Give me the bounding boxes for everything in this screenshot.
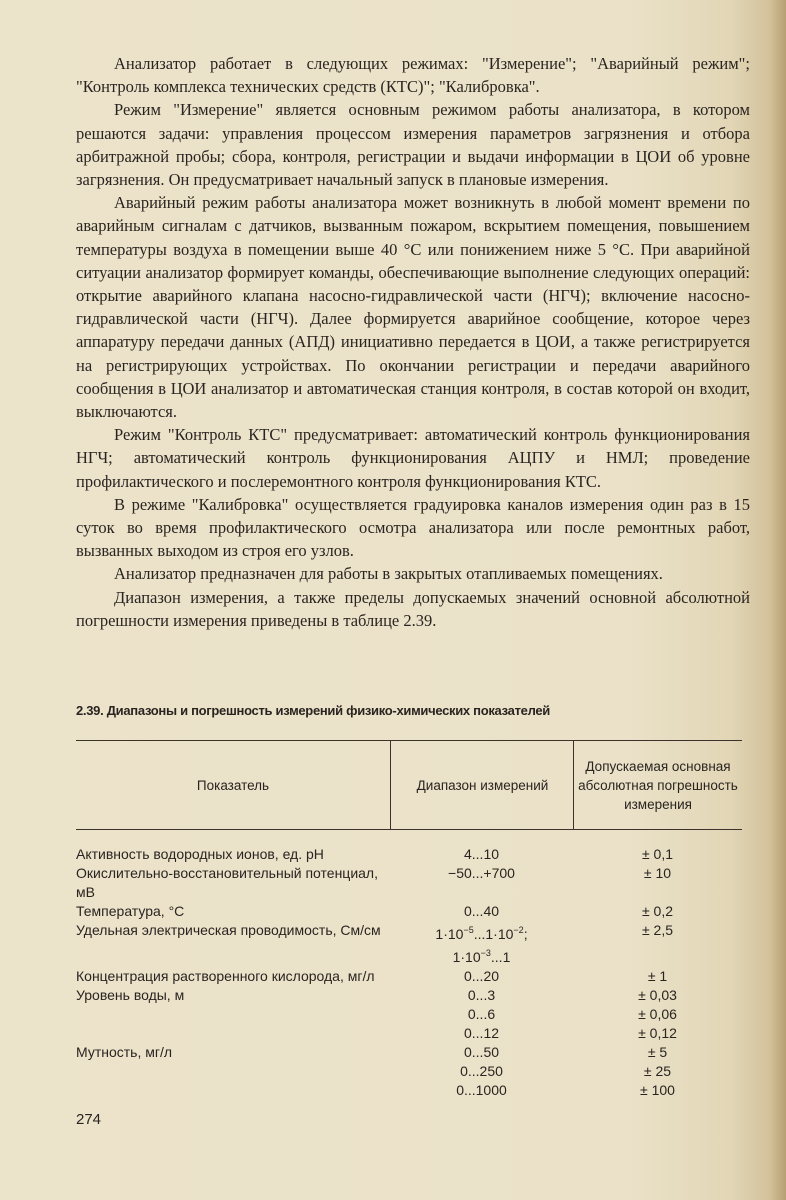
cell-range [390, 921, 573, 967]
table-caption: 2.39. Диапазоны и погрешность измерений физико-химических показателей [76, 703, 550, 718]
cell-indicator: Удельная электрическая проводимость, См/см [76, 922, 381, 938]
cell-error: ± 0,1 [641, 846, 674, 862]
range-line-1: $1\cdot 10^{-5}...1\cdot 10^{-2}$; [435, 925, 528, 942]
paragraph-calibration: В режиме "Калибровка" осуществляется градуировка каналов измерения один раз в 15 суток во время профилактического осмотра анализатора или после ремонтных работ, вызванных выходом из строя его узлов. [76, 494, 750, 561]
cell-range: −50...+700 [448, 865, 515, 881]
cell-error: ± 1 [647, 968, 668, 984]
cell-range: 0...50 0...250 0...1000 [456, 1044, 507, 1098]
page-number: 274 [76, 1111, 102, 1128]
cell-error: ± 10 [643, 865, 672, 881]
cell-indicator: Окислительно-восстановительный потенциал, мВ [76, 865, 378, 900]
cell-indicator: Температура, °С [76, 903, 185, 919]
header-range: Диапазон измерений [390, 741, 574, 829]
header-error: Допускаемая основная абсолютная погрешность измерения [573, 741, 742, 829]
paragraph-table-reference: Диапазон измерения, а также пределы допускаемых значений основной абсолютной погрешности измерения приведены в таблице 2.39. [76, 587, 750, 630]
table-row [76, 986, 742, 1043]
paragraph-emergency-mode: Аварийный режим работы анализатора может возникнуть в любой момент времени по аварийным сигналам с датчиков, вызванным пожаром, вскрытием помещения, повышением температуры воздуха в помещении выше 40 °С или понижением ниже 5 °С. При аварийной ситуации анализатор формирует команды, обеспечивающие выполнение следующих операций: открытие аварийного клапана насосно-гидравлической части (НГЧ); включение насосно-гидравлической части (НГЧ). Далее формируется аварийное сообщение, которое через аппаратуру передачи данных (АПД) инициативно передается в ЦОИ, а также регистрируется на регистрирующих устройствах. По окончании регистрации и передачи аварийного сообщения в ЦОИ анализатор и автоматическая станция контроля, в состав которой он входит, выключаются. [76, 193, 750, 422]
cell-indicator: Концентрация растворенного кислорода, мг/л [76, 968, 375, 984]
body-text [76, 52, 750, 632]
cell-error: ± 0,2 [641, 903, 674, 919]
table-header [76, 740, 742, 830]
paragraph-operating-conditions: Анализатор предназначен для работы в закрытых отапливаемых помещениях. [114, 564, 663, 584]
paragraph-measurement-mode: Режим "Измерение" является основным режимом работы анализатора, в котором решаются задачи: управления процессом измерения параметров загрязнения и отбора арбитражной пробы; сбора, контроля, регистрации и выдачи информации в ЦОИ об уровне загрязнения. Он предусматривает начальный запуск в плановые измерения. [76, 100, 750, 190]
page-edge-shadow [770, 0, 786, 1200]
cell-range: 0...3 0...6 0...12 [463, 987, 500, 1041]
table-row [76, 845, 742, 864]
cell-indicator: Уровень воды, м [76, 987, 185, 1003]
cell-error: ± 5 ± 25 ± 100 [640, 1044, 675, 1098]
cell-indicator: Мутность, мг/л [76, 1044, 173, 1060]
table-row [76, 967, 742, 986]
table-row [76, 921, 742, 967]
cell-indicator: Активность водородных ионов, ед. pH [76, 846, 324, 862]
paragraph-kts-control: Режим "Контроль КТС" предусматривает: автоматический контроль функционирования НГЧ; автоматический контроль функционирования АЦПУ и НМЛ; проведение профилактического и послеремонтного контроля функционирования КТС. [76, 425, 750, 491]
table-row [76, 864, 742, 902]
header-indicator: Показатель [196, 777, 270, 793]
paragraph-modes: Анализатор работает в следующих режимах: "Измерение"; "Аварийный режим"; "Контроль комплекса технических средств (КТС)"; "Калибровка". [76, 54, 750, 97]
cell-error: ± 0,03 ± 0,06 ± 0,12 [638, 987, 677, 1041]
table-body [76, 845, 742, 1100]
cell-range: 0...20 [463, 968, 500, 984]
cell-error: ± 2,5 [641, 922, 674, 938]
cell-range: 4...10 [463, 846, 500, 862]
table-row [76, 1043, 742, 1100]
cell-range: 0...40 [463, 903, 500, 919]
table-row [76, 902, 742, 921]
range-line-2: $1\cdot 10^{-3}...1$ [452, 948, 511, 965]
